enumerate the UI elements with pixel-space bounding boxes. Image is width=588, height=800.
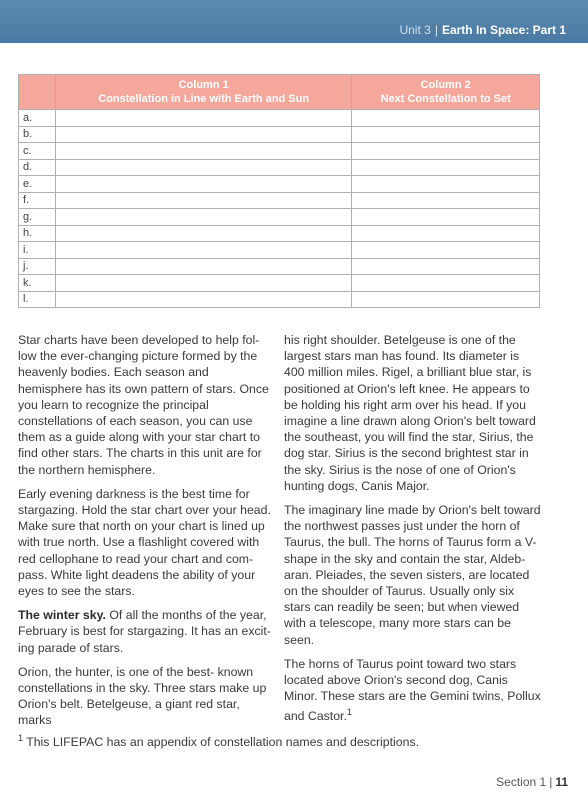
answer-cell-column-2[interactable] [352, 291, 540, 308]
unit-label: Unit 3 [399, 23, 431, 37]
left-text-column [18, 332, 276, 737]
row-letter: k. [19, 275, 56, 292]
answer-cell-column-1[interactable] [56, 291, 352, 308]
footnote-marker: 1 [18, 733, 24, 743]
answer-cell-column-1[interactable] [56, 159, 352, 176]
answer-cell-column-2[interactable] [352, 242, 540, 259]
answer-cell-column-1[interactable] [56, 209, 352, 226]
paragraph [18, 607, 276, 656]
row-letter: i. [19, 242, 56, 259]
row-letter: e. [19, 176, 56, 193]
running-header [399, 23, 566, 37]
row-letter: j. [19, 258, 56, 275]
column-2-header [352, 75, 540, 110]
table-row [19, 159, 540, 176]
paragraph: The imaginary line made by Orion's belt toward the northwest passes just under the horn of Taurus, the bull. The horns of Taurus form a V-shape in the sky and contain the star, Aldeb-aran. Pleiades, the seven sisters, are located on the shoulder of Taurus. Usually only six stars can readily be seen; but when viewed with a telescope, many more stars can be seen. [284, 503, 541, 647]
answer-cell-column-1[interactable] [56, 242, 352, 259]
winter-sky-heading: The winter sky. [18, 608, 106, 623]
answer-cell-column-1[interactable] [56, 126, 352, 143]
footnote [18, 733, 419, 749]
answer-cell-column-2[interactable] [352, 209, 540, 226]
answer-cell-column-2[interactable] [352, 192, 540, 209]
answer-cell-column-1[interactable] [56, 258, 352, 275]
row-letter: b. [19, 126, 56, 143]
table-row [19, 126, 540, 143]
blank-header-cell [19, 75, 56, 110]
answer-cell-column-1[interactable] [56, 275, 352, 292]
answer-cell-column-1[interactable] [56, 110, 352, 127]
answer-cell-column-1[interactable] [56, 225, 352, 242]
table-row [19, 258, 540, 275]
answer-cell-column-2[interactable] [352, 275, 540, 292]
page-number: 11 [555, 775, 568, 789]
answer-cell-column-2[interactable] [352, 258, 540, 275]
table-row [19, 143, 540, 160]
table-row [19, 209, 540, 226]
row-letter: d. [19, 159, 56, 176]
column-1-header [56, 75, 352, 110]
answer-cell-column-2[interactable] [352, 176, 540, 193]
header-separator: | [434, 23, 438, 37]
page-footer [496, 775, 568, 789]
paragraph: Orion, the hunter, is one of the best- known constellations in the sky. Three stars make up Orion's belt. Betelgeuse, a giant red star, marks [18, 664, 267, 728]
answer-cell-column-2[interactable] [352, 225, 540, 242]
paragraph [284, 656, 542, 725]
answer-cell-column-2[interactable] [352, 110, 540, 127]
column-2-subtitle: Next Constellation to Set [380, 93, 511, 105]
right-text-column [284, 332, 542, 733]
paragraph: Star charts have been developed to help fol-low the ever-changing picture formed by the heavenly bodies. Each season and hemisphere has its own pattern of stars. Once you learn to recognize the principal constellations of each season, you can use them as a guide along with your star chart to find other stars. The charts in this unit are for the northern hemisphere. [18, 333, 269, 477]
answer-cell-column-2[interactable] [352, 159, 540, 176]
row-letter: f. [19, 192, 56, 209]
answer-cell-column-2[interactable] [352, 126, 540, 143]
column-1-subtitle: Constellation in Line with Earth and Sun [98, 93, 310, 105]
answer-cell-column-1[interactable] [56, 192, 352, 209]
column-1-title: Column 1 [178, 79, 229, 91]
table-row [19, 275, 540, 292]
footnote-text: This LIFEPAC has an appendix of constellation names and descriptions. [23, 735, 420, 750]
paragraph: Early evening darkness is the best time for stargazing. Hold the star chart over your head. Make sure that north on your chart is lined up with true north. Use a flashlight covered with red cellophane to read your chart and com-pass. White light deadens the ability of your eyes to see the stars. [18, 486, 271, 599]
unit-title: Earth In Space: Part 1 [441, 23, 566, 37]
section-label: Section 1 [496, 775, 547, 789]
paragraph-body: The horns of Taurus point toward two stars located above Orion's second dog, Canis Minor. These stars are the Gemini twins, Pollux and Castor. [284, 656, 541, 724]
row-letter: a. [19, 110, 56, 127]
constellation-table [18, 74, 540, 308]
table-body [19, 110, 540, 308]
column-2-title: Column 2 [420, 79, 471, 91]
paragraph-body: Of all the months of the year, February is best for stargazing. It has an excit-ing parade of stars. [18, 608, 271, 655]
paragraph: his right shoulder. Betelgeuse is one of the largest stars man has found. Its diameter is 400 million miles. Rigel, a brilliant blue star, is positioned at Orion's left knee. He appears to be holding his right arm over his head. If you imagine a line drawn along Orion's belt toward the southeast, you will find the star, Sirius, the dog star. Sirius is the second brightest star in the sky. Sirius is the nose of one of Orion's hunting dogs, Canis Major. [284, 333, 536, 493]
table-row [19, 110, 540, 127]
table-row [19, 242, 540, 259]
table-row [19, 291, 540, 308]
footnote-ref[interactable]: 1 [346, 707, 352, 718]
row-letter: c. [19, 143, 56, 160]
answer-cell-column-1[interactable] [56, 143, 352, 160]
table-header-row [19, 75, 540, 110]
answer-cell-column-2[interactable] [352, 143, 540, 160]
answer-cell-column-1[interactable] [56, 176, 352, 193]
row-letter: l. [19, 291, 56, 308]
row-letter: g. [19, 209, 56, 226]
footer-separator: | [549, 775, 553, 789]
table-row [19, 225, 540, 242]
table-row [19, 192, 540, 209]
row-letter: h. [19, 225, 56, 242]
table-row [19, 176, 540, 193]
